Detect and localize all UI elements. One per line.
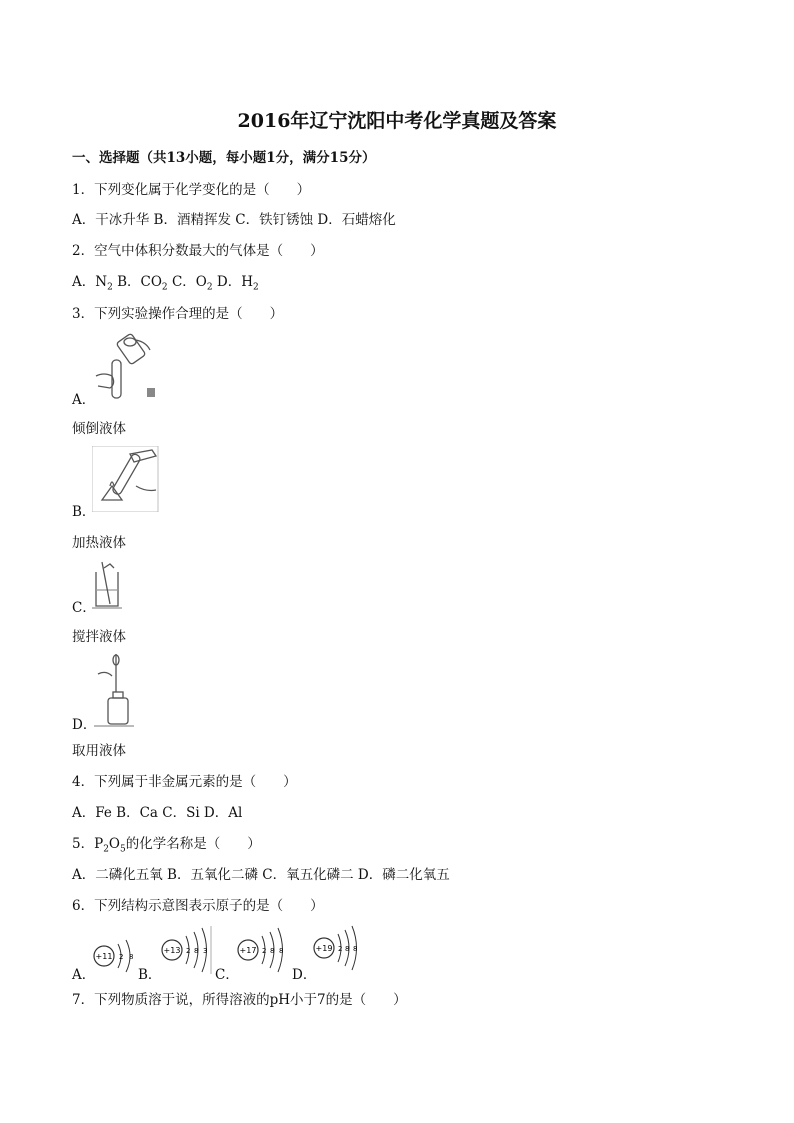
atom-b-shell-2: 8	[194, 947, 199, 955]
atom-b-shell-3: 3	[203, 947, 208, 955]
q3-option-a-label: A．	[72, 392, 96, 408]
stirring-liquid-illustration	[92, 560, 124, 610]
q3-option-c-caption: 搅拌液体	[72, 629, 126, 645]
q6-option-d-label: D．	[292, 967, 317, 983]
q5-stem-post: 的化学名称是（ ）	[125, 836, 261, 852]
question-1-options: A．干冰升华 B．酒精挥发 C．铁钉锈蚀 D．石蜡熔化	[72, 212, 396, 228]
q2-option-d: D．H	[216, 274, 253, 290]
atom-diagram-b	[158, 924, 214, 976]
q6-option-c-label: C．	[215, 967, 239, 983]
question-1-stem: 1．下列变化属于化学变化的是（ ）	[72, 182, 311, 198]
atom-c-nucleus: +17	[239, 946, 257, 955]
question-3-stem: 3．下列实验操作合理的是（ ）	[72, 306, 284, 322]
q2-option-a: A．N	[72, 274, 108, 290]
q5-stem-mid: O	[108, 836, 120, 852]
q6-option-a-label: A．	[72, 967, 96, 983]
atom-diagram-a	[90, 936, 138, 976]
atom-diagram-d	[308, 924, 366, 976]
q6-option-b-label: B．	[138, 967, 162, 983]
atom-a-nucleus: +11	[95, 952, 113, 961]
q5-stem-pre: 5．P	[72, 836, 104, 852]
heating-liquid-illustration	[92, 446, 162, 512]
atom-d-shell-1: 2	[338, 945, 343, 953]
q3-option-a-caption: 倾倒液体	[72, 421, 126, 437]
question-6-stem: 6．下列结构示意图表示原子的是（ ）	[72, 898, 324, 914]
atom-d-nucleus: +19	[315, 944, 333, 953]
question-7-stem: 7．下列物质溶于说，所得溶液的pH小于7的是（ ）	[72, 992, 407, 1008]
q2-option-b: B．CO	[117, 274, 162, 290]
pouring-liquid-illustration	[92, 330, 162, 402]
q3-option-d-caption: 取用液体	[72, 743, 126, 759]
question-4-options: A．Fe B．Ca C．Si D．Al	[72, 805, 243, 821]
question-5-stem	[72, 832, 261, 855]
atom-c-shell-2: 8	[270, 947, 275, 955]
atom-a-shell-2: 8	[129, 953, 134, 961]
q3-option-d-label: D．	[72, 717, 97, 733]
atom-a-shell-1: 2	[119, 953, 124, 961]
q5-sub-1: 2	[103, 844, 109, 855]
question-5-options: A．二磷化五氧 B．五氧化二磷 C．氧五化磷二 D．磷二化氧五	[72, 867, 450, 883]
q2-option-d-sub: 2	[253, 282, 259, 293]
section-heading: 一、选择题（共13小题，每小题1分，满分15分）	[72, 150, 376, 166]
q2-option-c-sub: 2	[206, 282, 213, 293]
q2-option-b-sub: 2	[161, 282, 168, 293]
question-2-options	[72, 270, 259, 293]
atom-d-shell-3: 8	[353, 945, 358, 953]
q3-option-c-label: C．	[72, 600, 96, 616]
q3-option-b-label: B．	[72, 504, 96, 520]
atom-c-shell-3: 8	[279, 947, 284, 955]
atom-b-shell-1: 2	[186, 947, 191, 955]
question-2-stem: 2．空气中体积分数最大的气体是（ ）	[72, 243, 324, 259]
dropper-bottle-illustration	[92, 652, 136, 728]
question-4-stem: 4．下列属于非金属元素的是（ ）	[72, 774, 297, 790]
q5-sub-2: 5	[120, 844, 126, 855]
q3-option-b-caption: 加热液体	[72, 535, 126, 551]
page-title: 2016年辽宁沈阳中考化学真题及答案	[237, 110, 557, 132]
atom-b-nucleus: +13	[163, 946, 181, 955]
q2-option-c: C．O	[171, 274, 207, 290]
atom-d-shell-2: 8	[345, 945, 350, 953]
atom-c-shell-1: 2	[262, 947, 267, 955]
q2-option-a-sub: 2	[107, 282, 113, 293]
atom-diagram-c	[232, 924, 292, 976]
